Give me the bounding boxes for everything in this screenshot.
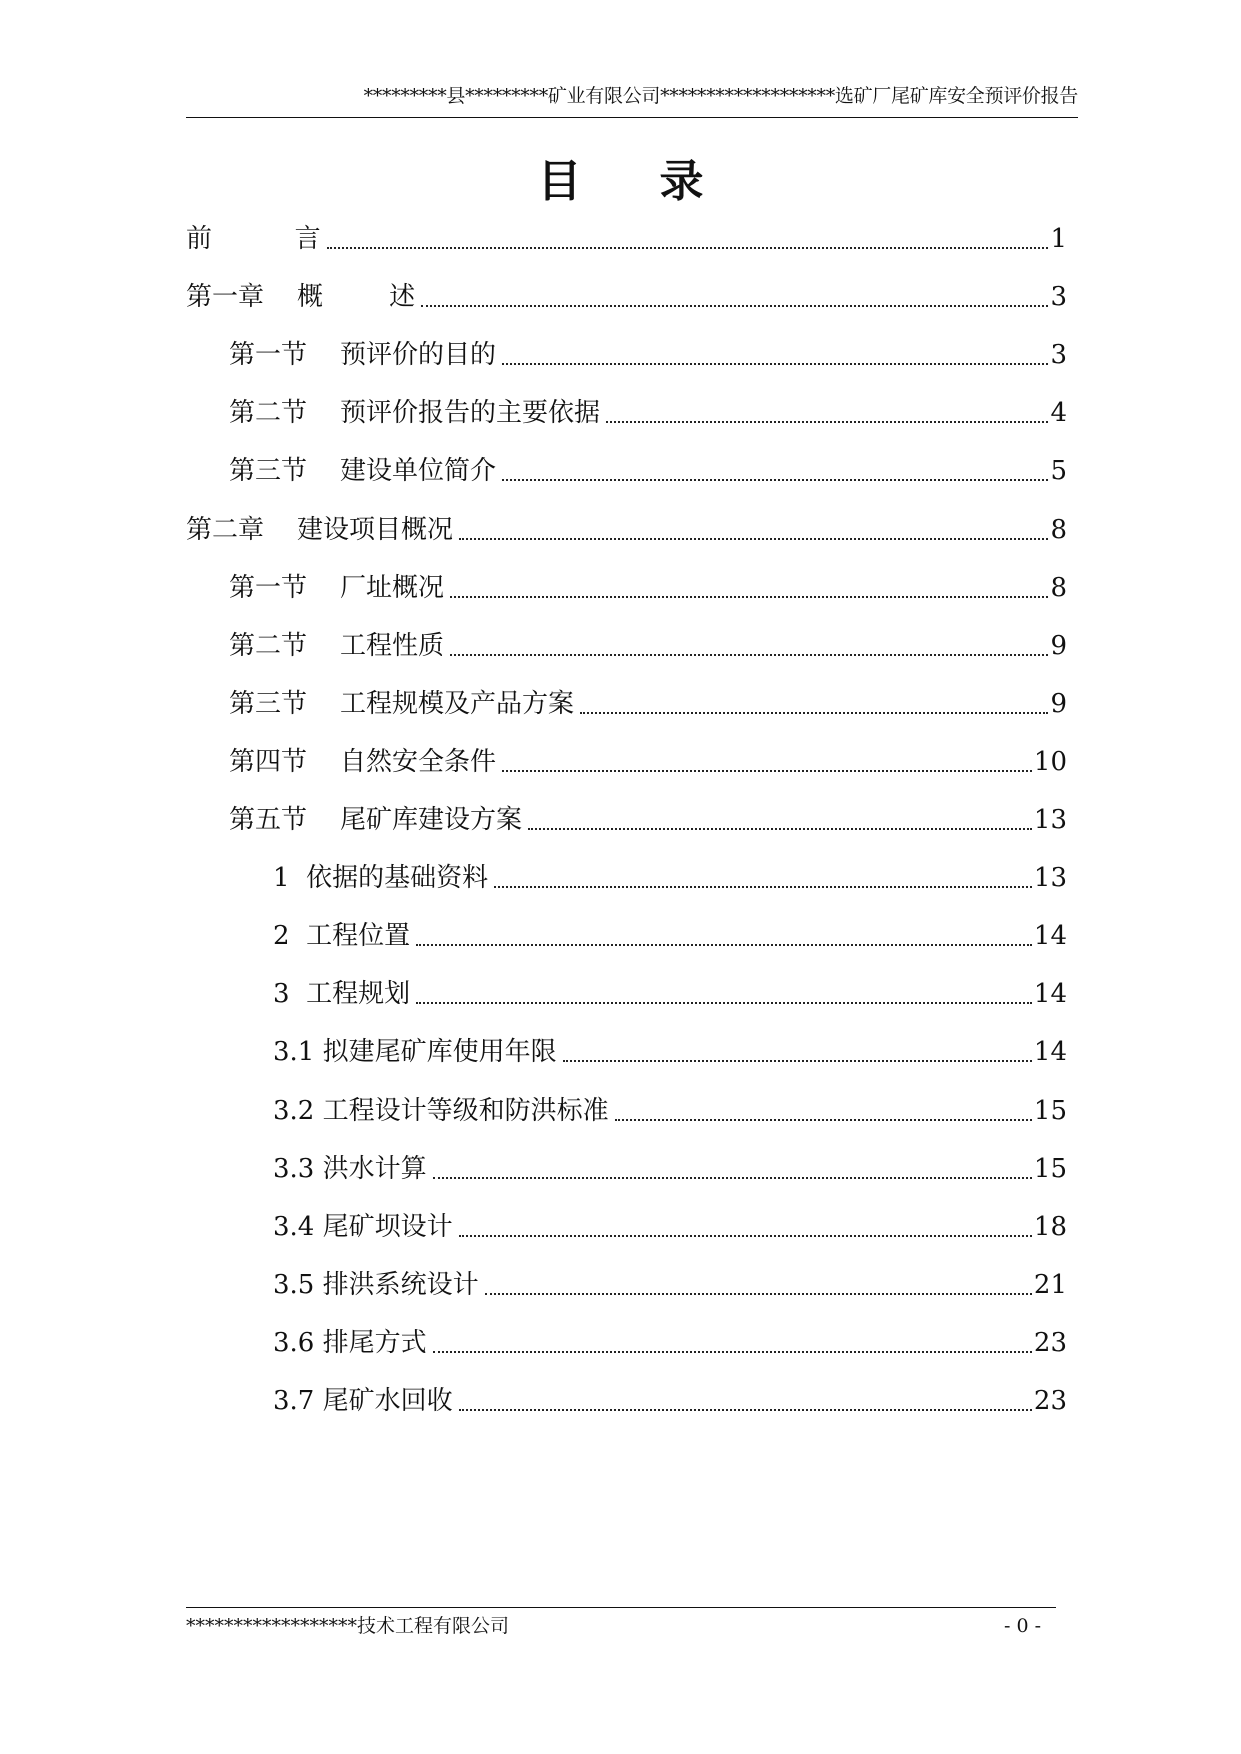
dot-leader <box>528 828 1032 830</box>
toc-entry[interactable] <box>273 1268 1067 1302</box>
toc-entry-page: 18 <box>1033 1211 1067 1242</box>
dot-leader <box>421 305 1048 307</box>
toc-entry-title: 第二节 工程性质 <box>229 630 445 661</box>
dot-leader <box>563 1060 1032 1062</box>
page-header: *********县*********矿业有限公司*******************选矿厂尾矿库安全预评价报告 <box>363 85 1078 107</box>
toc-entry-page: 9 <box>1050 688 1067 719</box>
toc-entry-title: 第三节 建设单位简介 <box>229 456 497 487</box>
toc-entry-title: 3.5 排洪系统设计 <box>273 1269 479 1300</box>
toc-entry[interactable] <box>273 1035 1067 1069</box>
dot-leader <box>459 538 1048 540</box>
dot-leader <box>459 1409 1032 1411</box>
toc-entry-title: 3 工程规划 <box>273 979 411 1010</box>
footer-rule <box>186 1607 1056 1608</box>
toc-entry-page: 23 <box>1033 1386 1067 1416</box>
toc-entry-page: 10 <box>1033 746 1067 777</box>
dot-leader <box>459 1235 1032 1237</box>
toc-entry[interactable] <box>273 1384 1067 1418</box>
title-char-2: 录 <box>659 156 704 207</box>
toc-entry-page: 3 <box>1050 282 1067 313</box>
toc-entry-page: 15 <box>1033 1095 1067 1126</box>
toc-entry[interactable] <box>273 1152 1067 1186</box>
toc-entry-page: 9 <box>1050 630 1067 661</box>
toc-entry-title: 第一章 概 述 <box>186 282 416 313</box>
toc-entry-title: 3.1 拟建尾矿库使用年限 <box>273 1037 557 1068</box>
toc-entry[interactable] <box>229 803 1067 837</box>
toc-entry-page: 14 <box>1033 1037 1067 1068</box>
toc-entry[interactable] <box>229 571 1067 605</box>
dot-leader <box>416 1002 1032 1004</box>
toc-entry[interactable] <box>273 977 1067 1011</box>
toc-entry-title: 3.2 工程设计等级和防洪标准 <box>273 1095 609 1126</box>
toc-entry-title: 第四节 自然安全条件 <box>229 746 497 777</box>
dot-leader <box>433 1351 1032 1353</box>
dot-leader <box>580 712 1048 714</box>
toc-entry-title: 第一节 厂址概况 <box>229 572 445 603</box>
dot-leader <box>502 770 1032 772</box>
dot-leader <box>433 1177 1032 1179</box>
dot-leader <box>416 944 1032 946</box>
toc-entry[interactable] <box>229 629 1067 663</box>
toc-entry[interactable] <box>186 222 1067 256</box>
dot-leader <box>494 886 1032 888</box>
toc-entry-title: 3.3 洪水计算 <box>273 1153 427 1184</box>
dot-leader <box>502 363 1048 365</box>
toc-entry[interactable] <box>273 1326 1067 1360</box>
toc-entry-title: 第二节 预评价报告的主要依据 <box>229 398 601 429</box>
footer-page-number: - 0 - <box>1003 1615 1041 1637</box>
toc-entry-page: 4 <box>1050 398 1067 429</box>
toc-entry-page: 3 <box>1050 340 1067 371</box>
toc-entry[interactable] <box>229 745 1067 779</box>
toc-entry[interactable] <box>229 454 1067 488</box>
toc-entry[interactable] <box>273 1210 1067 1244</box>
toc-entry-title: 1 依据的基础资料 <box>273 863 489 894</box>
toc-entry-page: 21 <box>1033 1269 1067 1300</box>
toc-entry-title: 3.4 尾矿坝设计 <box>273 1211 453 1242</box>
dot-leader <box>450 596 1048 598</box>
toc-entry[interactable] <box>186 280 1067 314</box>
title-char-1: 目 <box>537 156 582 207</box>
toc-entry-title: 2 工程位置 <box>273 921 411 952</box>
dot-leader <box>606 421 1048 423</box>
toc-entry-title: 3.7 尾矿水回收 <box>273 1386 453 1416</box>
toc-entry-page: 8 <box>1050 572 1067 603</box>
toc-entry-title: 第三节 工程规模及产品方案 <box>229 688 575 719</box>
toc-entry-page: 5 <box>1050 456 1067 487</box>
toc-entry-title: 第二章 建设项目概况 <box>186 514 454 545</box>
toc-entry-page: 13 <box>1033 863 1067 894</box>
toc-entry-page: 23 <box>1033 1327 1067 1358</box>
toc-entry-page: 13 <box>1033 805 1067 835</box>
toc-entry[interactable] <box>229 396 1067 430</box>
dot-leader <box>450 654 1048 656</box>
toc-entry-title: 前 言 <box>186 224 321 254</box>
toc-entry-page: 14 <box>1033 979 1067 1010</box>
toc-entry-page: 15 <box>1033 1153 1067 1184</box>
toc-entry-title: 3.6 排尾方式 <box>273 1327 427 1358</box>
toc-entry[interactable] <box>229 338 1067 372</box>
toc-entry[interactable] <box>273 1094 1067 1128</box>
dot-leader <box>327 247 1049 249</box>
toc-entry[interactable] <box>273 919 1067 953</box>
toc-entry-page: 8 <box>1050 514 1067 545</box>
toc-entry-page: 14 <box>1033 921 1067 952</box>
toc-entry-title: 第一节 预评价的目的 <box>229 340 497 371</box>
toc-entry-page: 1 <box>1050 224 1067 254</box>
toc-entry-title: 第五节 尾矿库建设方案 <box>229 805 523 835</box>
dot-leader <box>615 1119 1032 1121</box>
footer-company: ******************技术工程有限公司 <box>186 1615 510 1637</box>
toc-entry[interactable] <box>186 513 1067 547</box>
toc-entry[interactable] <box>229 687 1067 721</box>
dot-leader <box>502 479 1048 481</box>
toc-entry[interactable] <box>273 861 1067 895</box>
dot-leader <box>485 1293 1032 1295</box>
